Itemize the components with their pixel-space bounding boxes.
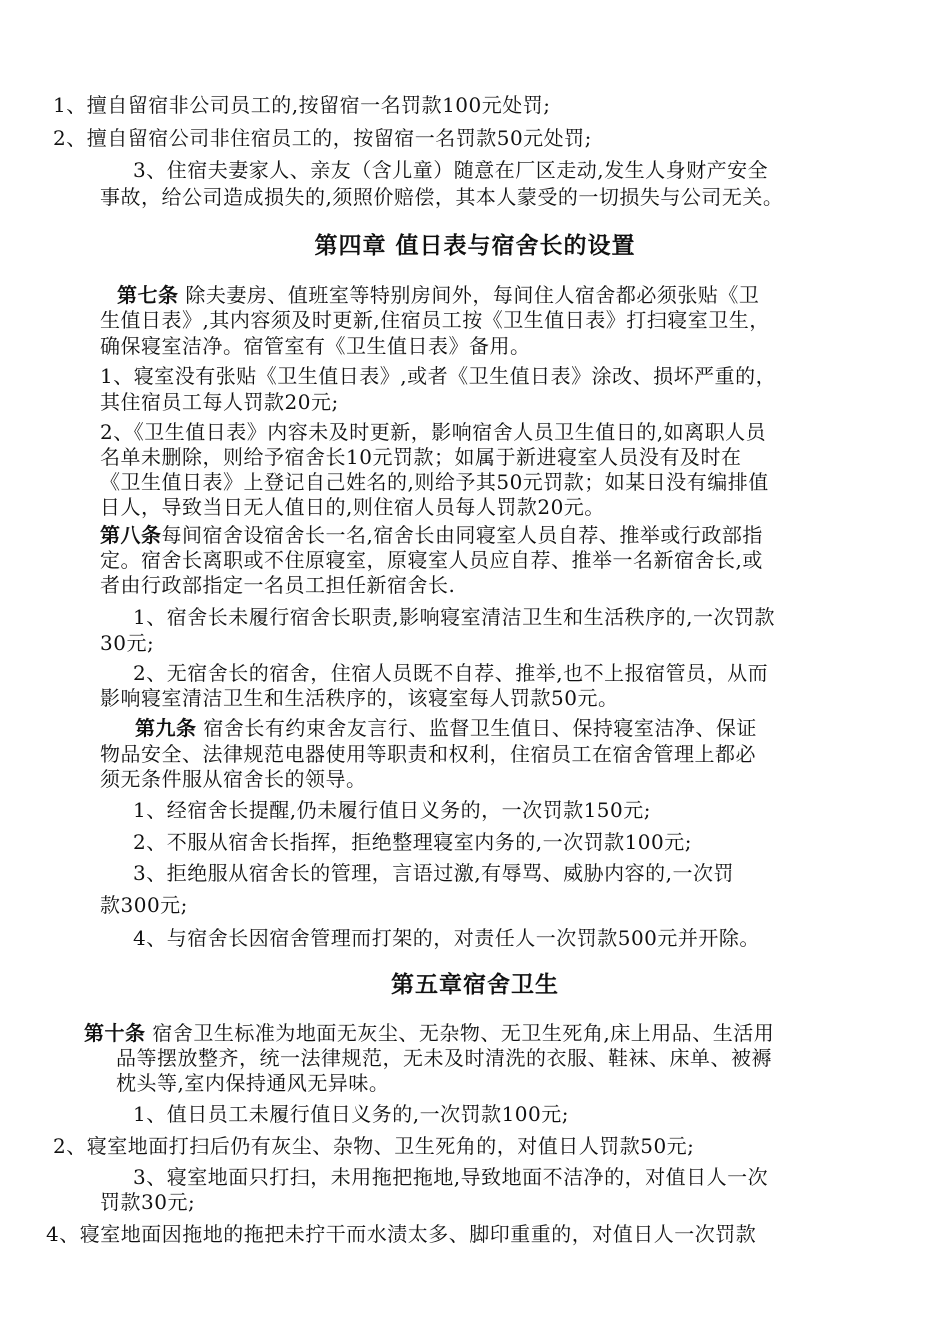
article-7-item-2-line1: 2、《卫生值日表》内容未及时更新，影响宿舍人员卫生值日的,如离职人员	[100, 420, 767, 444]
article-7-item-2-line3: 《卫生值日表》上登记自己姓名的,则给予其50元罚款；如某日没有编排值	[100, 470, 769, 494]
article-7-text: 除夫妻房、值班室等特别房间外，每间住人宿舍都必须张贴《卫	[178, 283, 760, 307]
chapter-4-heading: 第四章 值日表与宿舍长的设置	[314, 232, 636, 259]
article-10-label: 第十条	[84, 1021, 146, 1045]
article-9-item-4: 4、与宿舍长因宿舍管理而打架的，对责任人一次罚款500元并开除。	[133, 926, 760, 950]
article-9-item-3-line1: 3、拒绝服从宿舍长的管理，言语过激,有辱骂、威胁内容的,一次罚	[133, 861, 734, 885]
article-10-item-3-line1: 3、寝室地面只打扫，未用拖把拖地,导致地面不洁净的，对值日人一次	[133, 1165, 769, 1189]
article-10-item-4: 4、寝室地面因拖地的拖把未拧干而水渍太多、脚印重重的，对值日人一次罚款	[46, 1222, 757, 1246]
top-item-2: 2、擅自留宿公司非住宿员工的，按留宿一名罚款50元处罚;	[53, 126, 592, 150]
article-7-item-2-line2: 名单未删除，则给予宿舍长10元罚款；如属于新进寝室人员没有及时在	[100, 445, 742, 469]
article-8-item-2-line2: 影响寝室清洁卫生和生活秩序的，该寝室每人罚款50元。	[100, 686, 619, 710]
top-item-1: 1、擅自留宿非公司员工的,按留宿一名罚款100元处罚;	[53, 93, 551, 117]
article-7-item-1-line2: 其住宿员工每人罚款20元;	[100, 390, 339, 414]
top-item-3-line2: 事故，给公司造成损失的,须照价赔偿，其本人蒙受的一切损失与公司无关。	[100, 185, 784, 209]
article-10-item-1: 1、值日员工未履行值日义务的,一次罚款100元;	[133, 1102, 569, 1126]
top-item-3-line1: 3、住宿夫妻家人、亲友（含儿童）随意在厂区走动,发生人身财产安全	[133, 158, 769, 182]
article-8-item-1-line1: 1、宿舍长未履行宿舍长职责,影响寝室清洁卫生和生活秩序的,一次罚款	[133, 605, 775, 629]
article-8-line2: 定。宿舍长离职或不住原寝室，原寝室人员应自荐、推举一名新宿舍长,或	[100, 548, 763, 572]
article-7-line1	[0, 282, 950, 308]
article-9-label: 第九条	[135, 716, 197, 740]
article-10-line2: 品等摆放整齐，统一法律规范，无未及时清洗的衣服、鞋袜、床单、被褥	[116, 1046, 772, 1070]
article-9-item-2: 2、不服从宿舍长指挥，拒绝整理寝室内务的,一次罚款100元;	[133, 830, 692, 854]
article-10-text: 宿舍卫生标准为地面无灰尘、无杂物、无卫生死角,床上用品、生活用	[145, 1021, 775, 1045]
article-7-line3: 确保寝室洁净。宿管室有《卫生值日表》备用。	[100, 334, 531, 358]
article-7-item-2-line4: 日人，导致当日无人值日的,则住宿人员每人罚款20元。	[100, 495, 605, 519]
article-9-item-1: 1、经宿舍长提醒,仍未履行值日义务的，一次罚款150元;	[133, 798, 651, 822]
article-7-line2: 生值日表》,其内容须及时更新,住宿员工按《卫生值日表》打扫寝室卫生，	[100, 308, 770, 332]
article-10-item-3-line2: 罚款30元;	[100, 1190, 196, 1214]
article-9-text: 宿舍长有约束舍友言行、监督卫生值日、保持寝室洁净、保证	[196, 716, 757, 740]
article-8-item-1-line2: 30元;	[100, 631, 155, 655]
article-9-item-3-line2: 款300元;	[100, 893, 188, 917]
article-8-text: 每间宿舍设宿舍长一名,宿舍长由同寝室人员自荐、推举或行政部指	[161, 523, 763, 547]
article-9-line3: 须无条件服从宿舍长的领导。	[100, 767, 367, 791]
article-8-item-2-line1: 2、无宿舍长的宿舍，住宿人员既不自荐、推举,也不上报宿管员，从而	[133, 661, 769, 685]
article-8-line3: 者由行政部指定一名员工担任新宿舍长.	[100, 573, 456, 597]
article-8-line1	[0, 522, 950, 548]
article-7-item-1-line1: 1、寝室没有张贴《卫生值日表》,或者《卫生值日表》涂改、损坏严重的，	[100, 364, 777, 388]
article-8-label: 第八条	[100, 523, 162, 547]
chapter-5-heading: 第五章宿舍卫生	[391, 971, 559, 998]
article-10-line1	[0, 1020, 950, 1046]
article-10-line3: 枕头等,室内保持通风无异味。	[116, 1071, 390, 1095]
article-9-line1	[0, 715, 950, 741]
article-7-label: 第七条	[117, 283, 179, 307]
article-10-item-2: 2、寝室地面打扫后仍有灰尘、杂物、卫生死角的，对值日人罚款50元;	[53, 1134, 695, 1158]
article-9-line2: 物品安全、法律规范电器使用等职责和权利，住宿员工在宿舍管理上都必	[100, 742, 756, 766]
